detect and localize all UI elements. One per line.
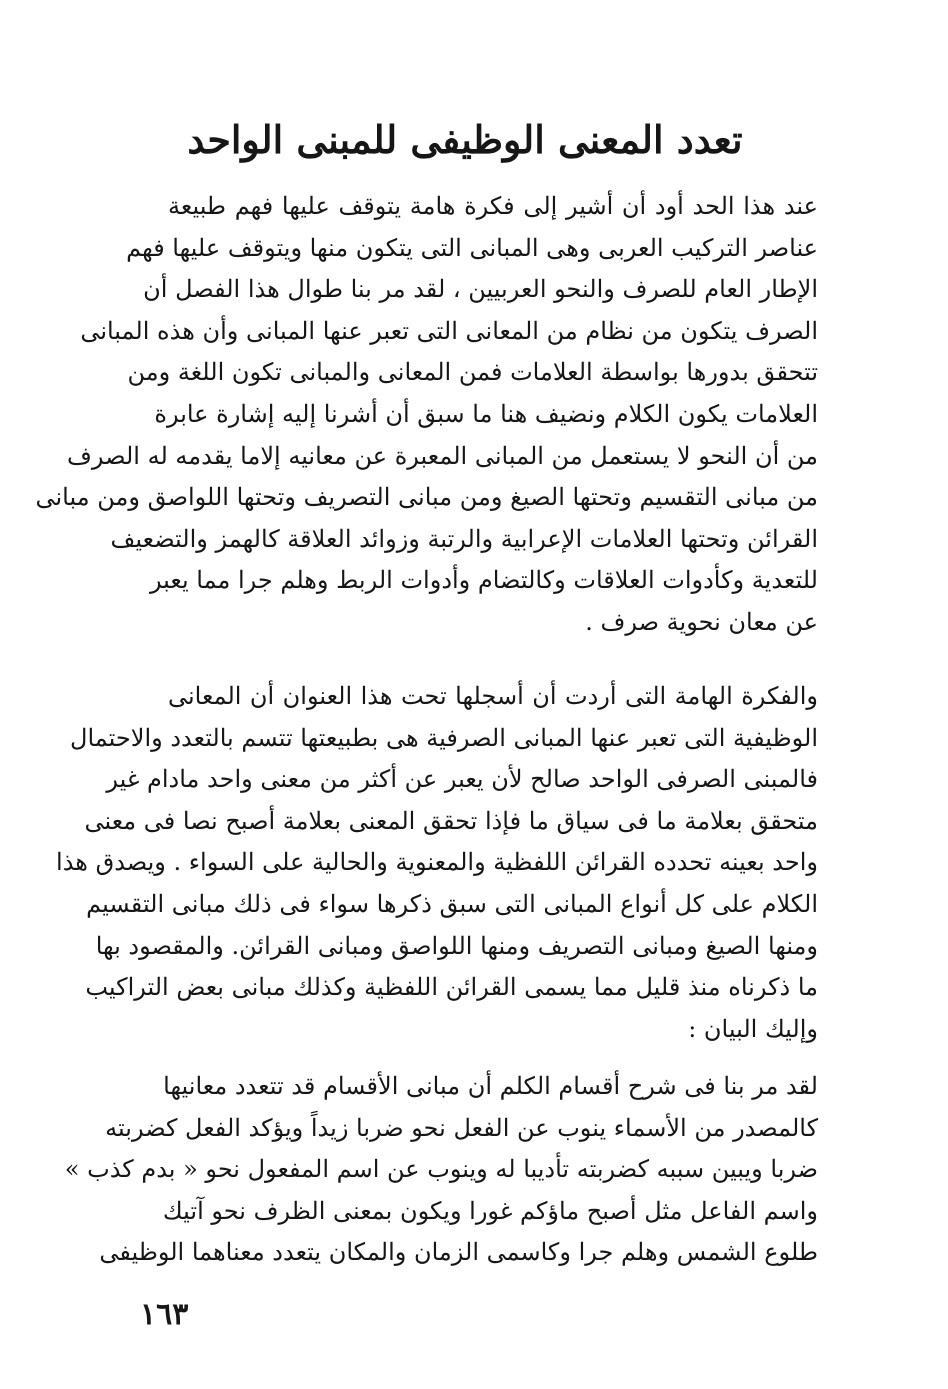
text-line: وإليك البيان : [688,1014,818,1043]
text-line: لقد مر بنا فى شرح أقسام الكلم أن مبانى الأقسام قد تتعدد معانيها [163,1072,818,1100]
text-line: واحد بعينه تحدده القرائن اللفظية والمعنوية والحالية على السواء . ويصدق هذا [56,848,818,877]
text-line: الإطار العام للصرف والنحو العربيين ، لقد مر بنا طوال هذا الفصل أن [143,275,818,304]
text-line: تتحقق بدورها بواسطة العلامات فمن المعانى والمبانى تكون اللغة ومن [127,358,818,387]
paragraph-1 [35,186,818,644]
text-line: القرائن وتحتها العلامات الإعرابية والرتبة وزوائد العلاقة كالهمز والتضعيف [110,524,818,553]
text-line: من مبانى التقسيم وتحتها الصيغ ومن مبانى التصريف وتحتها اللواصق ومن مبانى [35,483,818,512]
text-line: والفكرة الهامة التى أردت أن أسجلها تحت هذا العنوان أن المعانى [168,682,819,710]
page-number: ١٦٣ [140,1297,189,1332]
text-line: عناصر التركيب العربى وهى المبانى التى يتكون منها ويتوقف عليها فهم [126,233,818,262]
text-line: من أن النحو لا يستعمل من المبانى المعبرة عن معانيه إلاما يقدمه له الصرف [67,441,818,470]
text-line: عن معان نحوية صرف . [585,607,818,636]
text-line: العلامات يكون الكلام ونضيف هنا ما سبق أن أشرنا إليه إشارة عابرة [154,399,818,428]
paragraph-3 [64,1066,818,1274]
text-line: واسم الفاعل مثل أصبح ماؤكم غورا ويكون بمعنى الظرف نحو آتيك [162,1196,818,1225]
text-line: الوظيفية التى تعبر عنها المبانى الصرفية هى بطبيعتها تتسم بالتعدد والاحتمال [70,723,818,752]
paragraph-2 [56,676,819,1050]
text-line: الكلام على كل أنواع المبانى التى سبق ذكرها سواء فى ذلك مبانى التقسيم [86,889,818,918]
text-line: طلوع الشمس وهلم جرا وكاسمى الزمان والمكان يتعدد معناهما الوظيفى [99,1238,818,1267]
text-line: ومنها الصيغ ومبانى التصريف ومنها اللواصق ومبانى القرائن. والمقصود بها [95,931,818,960]
text-line: ما ذكرناه منذ قليل مما يسمى القرائن اللفظية وكذلك مبانى بعض التراكيب [85,973,818,1002]
text-line: عند هذا الحد أود أن أشير إلى فكرة هامة يتوقف عليها فهم طبيعة [168,192,818,220]
page-title: تعدد المعنى الوظيفى للمبنى الواحد [187,117,743,162]
text-line: كالمصدر من الأسماء ينوب عن الفعل نحو ضربا زيداً ويؤكد الفعل كضربته [105,1113,818,1142]
text-line: ضربا ويبين سببه كضربته تأديبا له وينوب عن اسم المفعول نحو « بدم كذب » [64,1155,818,1184]
text-line: متحقق بعلامة ما فى سياق ما فإذا تحقق المعنى بعلامة أصبح نصا فى معنى [84,806,818,835]
text-line: الصرف يتكون من نظام من المعانى التى تعبر عنها المبانى وأن هذه المبانى [80,316,818,345]
text-line: للتعدية وكأدوات العلاقات وكالتضام وأدوات الربط وهلم جرا مما يعبر [149,566,818,595]
text-line: فالمبنى الصرفى الواحد صالح لأن يعبر عن أكثر من معنى واحد مادام غير [106,765,818,794]
